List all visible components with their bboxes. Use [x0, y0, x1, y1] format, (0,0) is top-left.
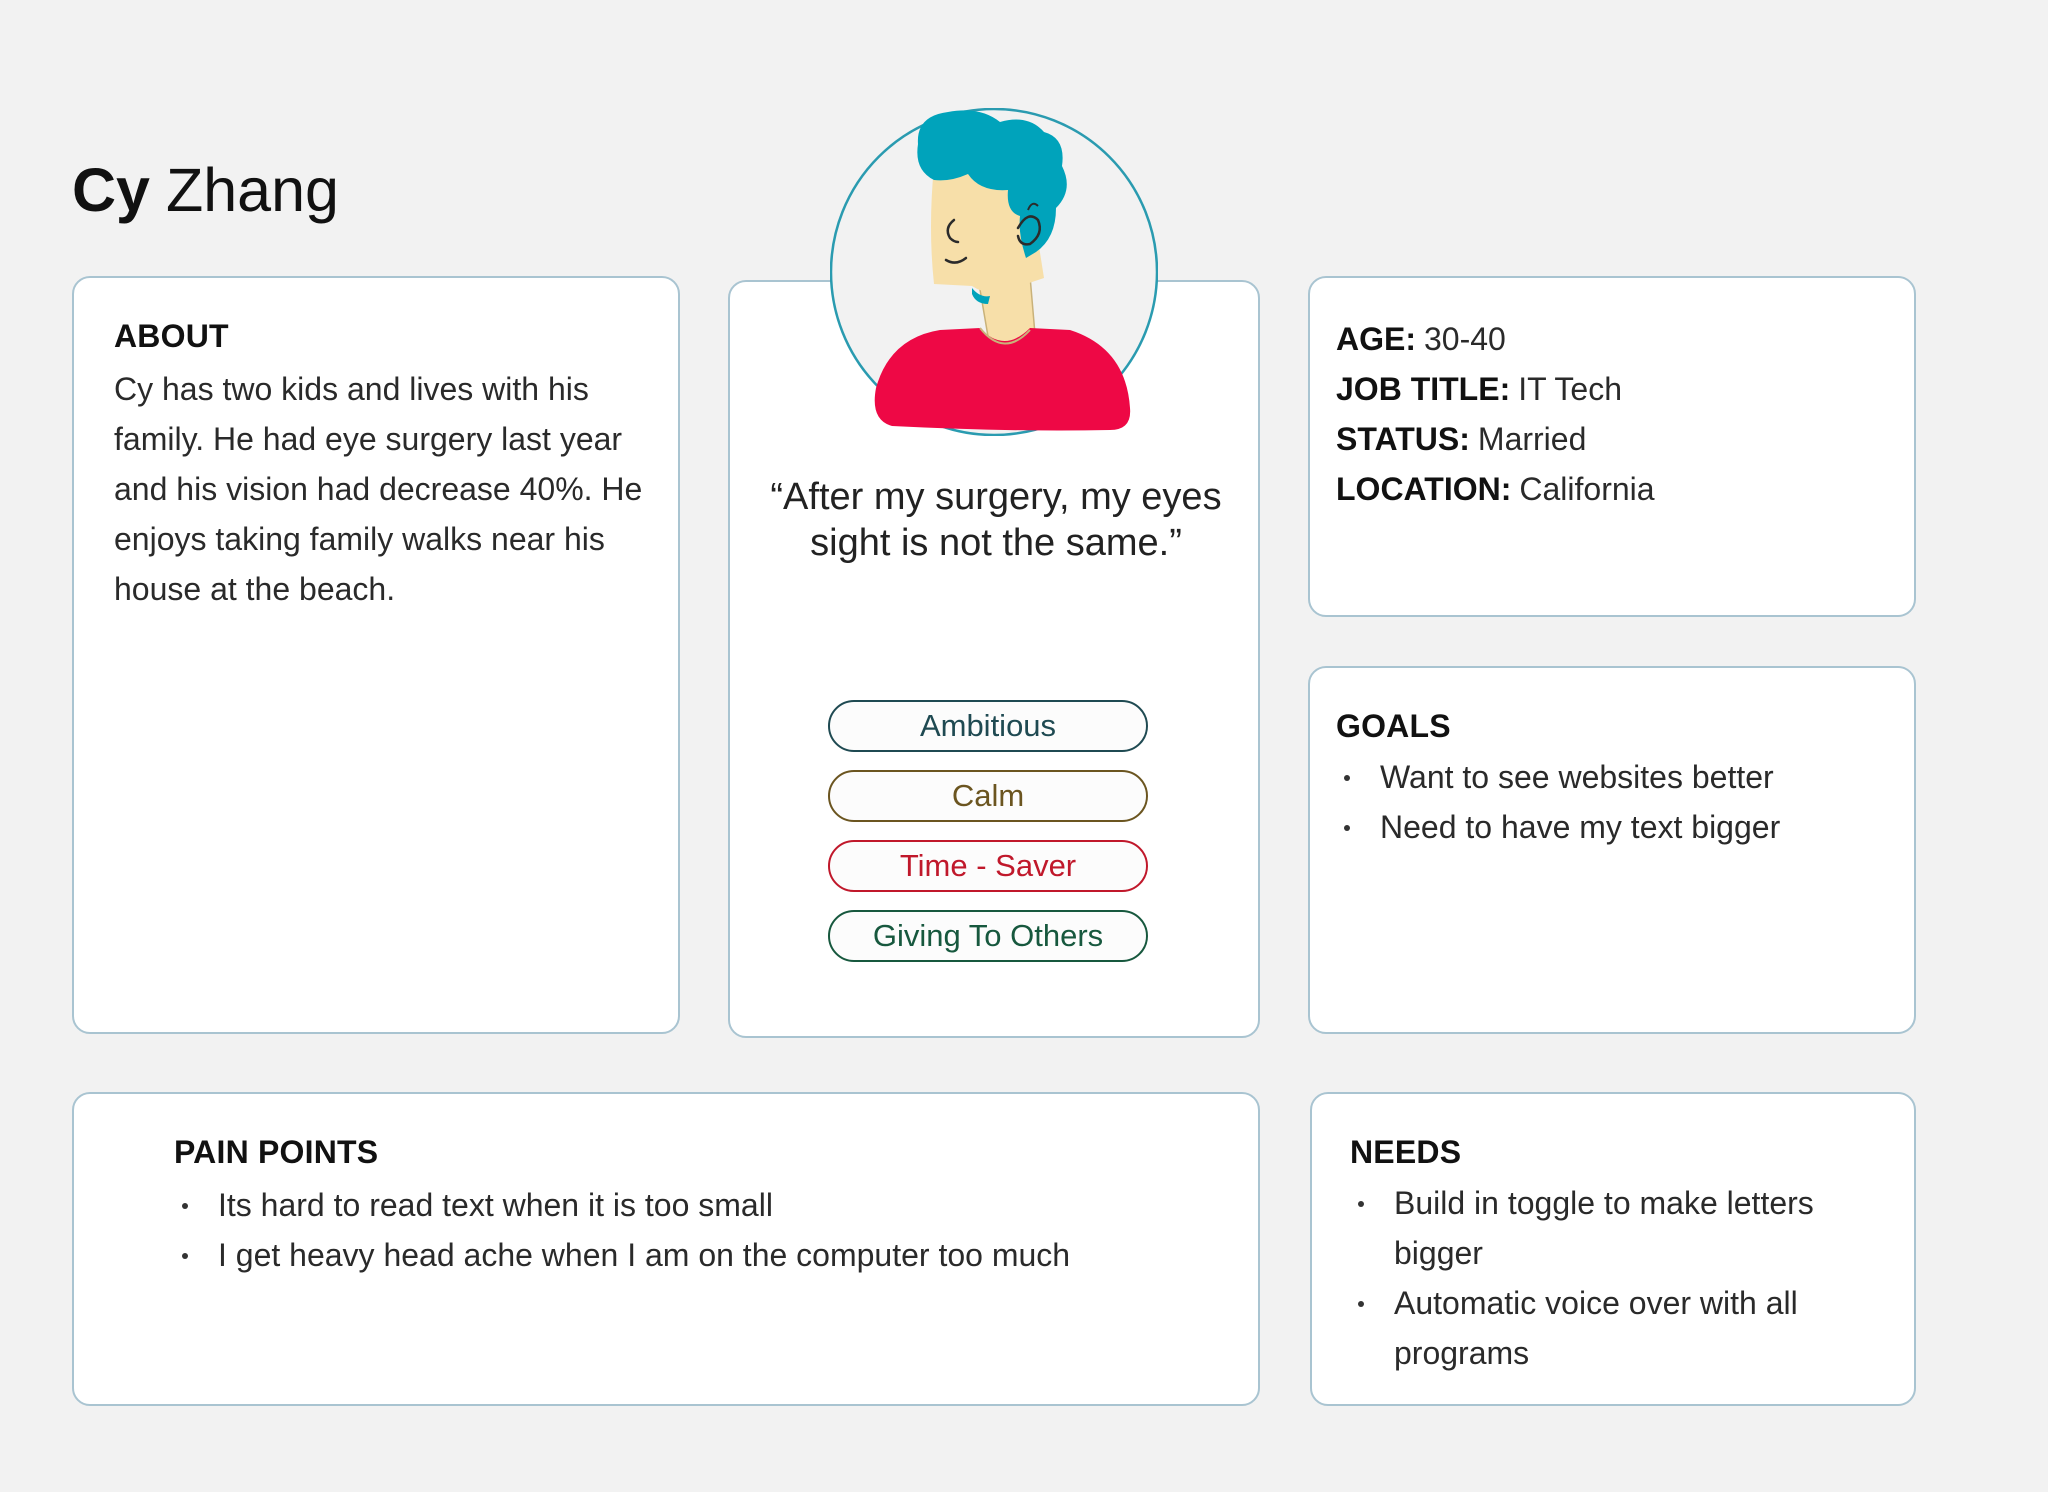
info-job-title [1336, 364, 1655, 414]
pain-points-list [174, 1180, 1234, 1280]
trait-ambitious: Ambitious [828, 700, 1148, 752]
list-item: Automatic voice over with all programs [1350, 1278, 1850, 1378]
list-item: Its hard to read text when it is too small [174, 1180, 1234, 1230]
info-location [1336, 464, 1655, 514]
info-value: California [1519, 471, 1655, 507]
info-status [1336, 414, 1655, 464]
goals-card [1308, 666, 1916, 1034]
trait-calm: Calm [828, 770, 1148, 822]
info-label: JOB TITLE: [1336, 371, 1511, 407]
list-item: Build in toggle to make letters bigger [1350, 1178, 1850, 1278]
list-item: Need to have my text bigger [1336, 802, 1896, 852]
about-text: Cy has two kids and lives with his family. He had eye surgery last year and his vision had decrease 40%. He enjoys taking family walks near his house at the beach. [114, 371, 643, 607]
goals-list [1336, 752, 1896, 852]
traits-list [828, 700, 1148, 980]
goals-heading: GOALS [1336, 708, 1451, 744]
persona-last-name: Zhang [165, 156, 339, 224]
info-label: LOCATION: [1336, 471, 1512, 507]
demographics-card [1308, 276, 1916, 617]
list-item: Want to see websites better [1336, 752, 1896, 802]
person-illustration-icon [830, 108, 1158, 436]
info-value: 30-40 [1424, 321, 1506, 357]
info-label: AGE: [1336, 321, 1416, 357]
about-heading: ABOUT [114, 318, 229, 354]
pain-points-heading: PAIN POINTS [174, 1134, 379, 1170]
needs-heading: NEEDS [1350, 1134, 1462, 1170]
persona-name [72, 152, 339, 228]
info-age [1336, 314, 1655, 364]
needs-list [1350, 1178, 1850, 1378]
trait-time-saver: Time - Saver [828, 840, 1148, 892]
demographics-list [1336, 314, 1655, 514]
pain-points-card [72, 1092, 1260, 1406]
list-item: I get heavy head ache when I am on the computer too much [174, 1230, 1234, 1280]
needs-card [1310, 1092, 1916, 1406]
persona-first-name: Cy [72, 156, 150, 224]
about-card [72, 276, 680, 1034]
trait-giving-to-others: Giving To Others [828, 910, 1148, 962]
info-label: STATUS: [1336, 421, 1470, 457]
info-value: Married [1477, 421, 1587, 457]
info-value: IT Tech [1518, 371, 1622, 407]
persona-quote: “After my surgery, my eyes sight is not the same.” [770, 476, 1222, 564]
